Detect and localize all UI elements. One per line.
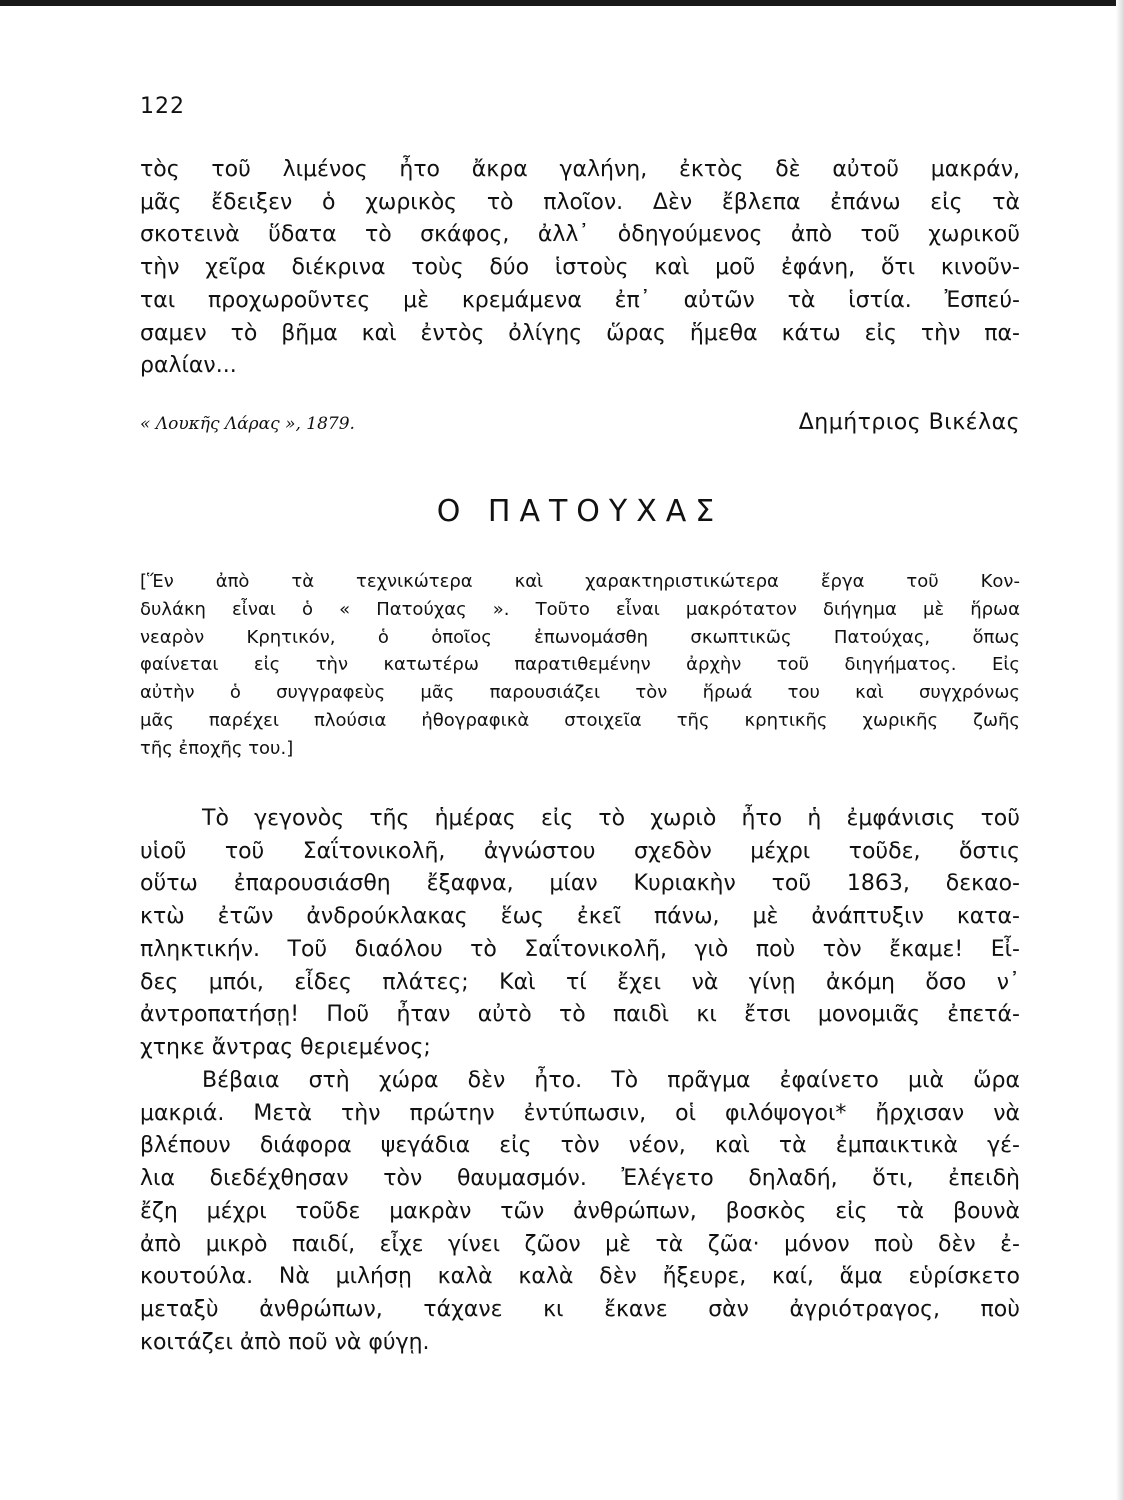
paragraph-line: μακριά. Μετὰ τὴν πρώτην ἐντύπωσιν, οἱ φιλόψογοι* ἤρχισαν νὰ [140, 1100, 1020, 1126]
intro-line: αὐτὴν ὁ συγγραφεὺς μᾶς παρουσιάζει τὸν ἥρωά του καὶ συγχρόνως [140, 682, 1020, 704]
paragraph-line: ἔζη μέχρι τοῦδε μακρὰν τῶν ἀνθρώπων, βοσκὸς εἰς τὰ βουνὰ [140, 1198, 1020, 1224]
paragraph-line: κοιτάζει ἀπὸ ποῦ νὰ φύγῃ. [140, 1329, 430, 1355]
source-citation: « Λουκῆς Λάρας », 1879. [140, 414, 355, 434]
paragraph-line: πληκτικήν. Τοῦ διαόλου τὸ Σαΐτονικολῆ, γιὸ ποὺ τὸν ἔκαμε! Εἶ- [140, 936, 1020, 962]
intro-line: δυλάκη εἶναι ὁ « Πατούχας ». Τοῦτο εἶναι μακρότατον διήγημα μὲ ἥρωα [140, 598, 1020, 620]
story-paragraph-1 [140, 803, 1020, 1065]
paragraph-line: Βέβαια στὴ χώρα δὲν ἦτο. Τὸ πρᾶγμα ἐφαίνετο μιὰ ὥρα [202, 1068, 1020, 1093]
intro-line: μᾶς παρέχει πλούσια ἠθογραφικὰ στοιχεῖα τῆς κρητικῆς χωρικῆς ζωῆς [140, 709, 1020, 731]
paragraph-line: δες μπόι, εἶδες πλάτες; Καὶ τί ἔχει νὰ γίνῃ ἀκόμη ὅσο ν᾽ [140, 969, 1020, 995]
paragraph-line: χτηκε ἄντρας θεριεμένος; [140, 1034, 431, 1060]
paragraph-line: κουτούλα. Νὰ μιλήσῃ καλὰ καλὰ δὲν ἤξευρε, καί, ἅμα εὑρίσκετο [140, 1264, 1020, 1290]
intro-line: φαίνεται εἰς τὴν κατωτέρω παρατιθεμένην ἀρχὴν τοῦ διηγήματος. Εἰς [140, 654, 1020, 676]
excerpt-line: ται προχωροῦντες μὲ κρεμάμενα ἐπ᾽ αὐτῶν τὰ ἱστία. Ἐσπεύ- [140, 287, 1020, 313]
page-number: 122 [140, 94, 185, 119]
story-title: Ο ΠΑΤΟΥΧΑΣ [436, 494, 724, 529]
intro-line: νεαρὸν Κρητικόν, ὁ ὁποῖος ἐπωνομάσθη σκωπτικῶς Πατούχας, ὅπως [140, 626, 1020, 648]
paragraph-line: λια διεδέχθησαν τὸν θαυμασμόν. Ἐλέγετο δηλαδή, ὅτι, ἐπειδὴ [140, 1166, 1020, 1192]
paragraph-line: υἱοῦ τοῦ Σαΐτονικολῆ, ἀγνώστου σχεδὸν μέχρι τοῦδε, ὅστις [140, 838, 1020, 864]
excerpt-line: τὴν χεῖρα διέκρινα τοὺς δύο ἱστοὺς καὶ μοῦ ἐφάνη, ὅτι κινοῦν- [140, 255, 1020, 281]
paragraph-line: μεταξὺ ἀνθρώπων, τάχανε κι ἔκανε σὰν ἀγριότραγος, ποὺ [140, 1296, 1020, 1322]
excerpt-line: τὸς τοῦ λιμένος ἦτο ἄκρα γαλήνη, ἐκτὸς δὲ αὐτοῦ μακράν, [140, 157, 1020, 182]
excerpt-attribution [140, 410, 1020, 440]
intro-line: τῆς ἐποχῆς του.] [140, 737, 294, 759]
paragraph-line: οὕτω ἐπαρουσιάσθη ἔξαφνα, μίαν Κυριακὴν τοῦ 1863, δεκαο- [140, 871, 1020, 897]
paragraph-line: ἀντροπατήσῃ! Ποῦ ἦταν αὐτὸ τὸ παιδὶ κι ἔτσι μονομιᾶς ἐπετά- [140, 1002, 1020, 1028]
scan-right-edge [1116, 0, 1124, 1500]
story-introduction [140, 568, 1020, 763]
paragraph-line: κτὼ ἐτῶν ἀνδρούκλακας ἕως ἐκεῖ πάνω, μὲ ἀνάπτυξιν κατα- [140, 904, 1020, 930]
excerpt-line: ραλίαν... [140, 353, 237, 379]
previous-excerpt [140, 154, 1020, 383]
paragraph-line: βλέπουν διάφορα ψεγάδια εἰς τὸν νέον, καὶ τὰ ἐμπαικτικὰ γέ- [140, 1133, 1020, 1159]
excerpt-line: σκοτεινὰ ὕδατα τὸ σκάφος, ἀλλ᾽ ὁδηγούμενος ἀπὸ τοῦ χωρικοῦ [140, 222, 1020, 248]
excerpt-line: μᾶς ἔδειξεν ὁ χωρικὸς τὸ πλοῖον. Δὲν ἔβλεπα ἐπάνω εἰς τὰ [140, 189, 1020, 215]
paragraph-line: Τὸ γεγονὸς τῆς ἡμέρας εἰς τὸ χωριὸ ἦτο ἡ ἐμφάνισις τοῦ [202, 806, 1020, 831]
excerpt-line: σαμεν τὸ βῆμα καὶ ἐντὸς ὀλίγης ὥρας ἥμεθα κάτω εἰς τὴν πα- [140, 320, 1020, 346]
story-paragraph-2 [140, 1065, 1020, 1359]
intro-line: [Ἕν ἀπὸ τὰ τεχνικώτερα καὶ χαρακτηριστικώτερα ἔργα τοῦ Κον- [140, 571, 1020, 592]
author-name: Δημήτριος Βικέλας [798, 410, 1020, 435]
scan-top-edge [0, 0, 1124, 6]
paragraph-line: ἀπὸ μικρὸ παιδί, εἶχε γίνει ζῶον μὲ τὰ ζῶα· μόνον ποὺ δὲν ἐ- [140, 1231, 1020, 1257]
